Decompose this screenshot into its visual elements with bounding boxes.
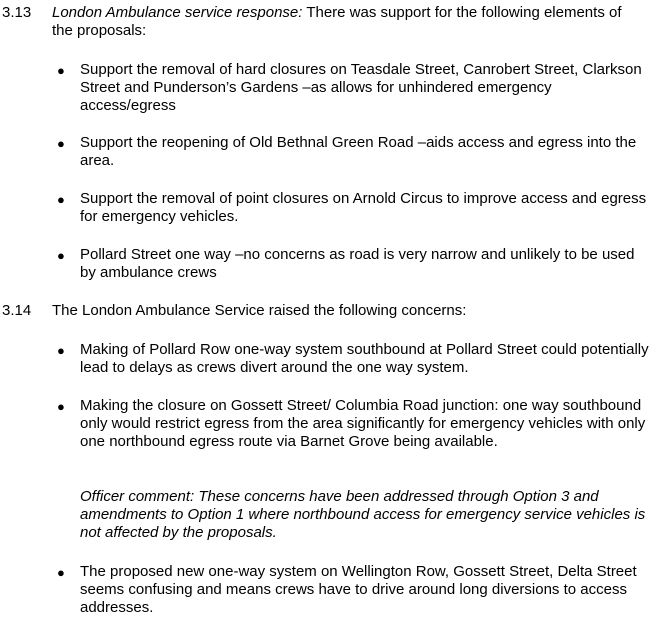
bullet-icon: ● [57, 343, 65, 358]
bullet-text: Pollard Street one way –no concerns as road is very narrow and unlikely to be used by ambulance crews [80, 246, 635, 281]
bullet-text: Support the reopening of Old Bethnal Green Road –aids access and egress into the area. [80, 134, 637, 169]
section-number-3-14: 3.14 [2, 302, 32, 319]
section-3-13-lead-text: There was support for the following elements of the proposals: [52, 4, 622, 39]
bullet-text: Making of Pollard Row one-way system southbound at Pollard Street could potentially lead to delays as crews divert around the one way system. [80, 341, 649, 376]
section-3-13-lead-italic: London Ambulance service response: [52, 4, 303, 21]
bullet-text: The proposed new one-way system on Wellington Row, Gossett Street, Delta Street seems confusing and means crews have to drive around long diversions to access addresses. [80, 563, 637, 616]
bullet-icon: ● [57, 192, 65, 207]
bullet-text: Making the closure on Gossett Street/ Columbia Road junction: one way southbound only would restrict egress from the area significantly for emergency vehicles with only one northbound egress route via Barnet Grove being available. [80, 397, 646, 450]
bullet-text: Support the removal of hard closures on Teasdale Street, Canrobert Street, Clarkson Street and Punderson’s Gardens –as allows for unhindered emergency access/egress [80, 61, 642, 114]
section-3-13-intro [52, 4, 642, 40]
section-3-14-lead-text: The London Ambulance Service raised the following concerns: [52, 302, 467, 319]
bullet-icon: ● [57, 248, 65, 263]
bullet-icon: ● [57, 136, 65, 151]
section-number-3-13: 3.13 [2, 4, 32, 21]
bullet-icon: ● [57, 63, 65, 78]
bullet-icon: ● [57, 399, 65, 414]
officer-comment: Officer comment: These concerns have been addressed through Option 3 and amendments to Option 1 where northbound access for emergency service vehicles is not affected by the proposals. [80, 488, 646, 541]
bullet-text: Support the removal of point closures on Arnold Circus to improve access and egress for emergency vehicles. [80, 190, 647, 225]
bullet-icon: ● [57, 565, 65, 580]
